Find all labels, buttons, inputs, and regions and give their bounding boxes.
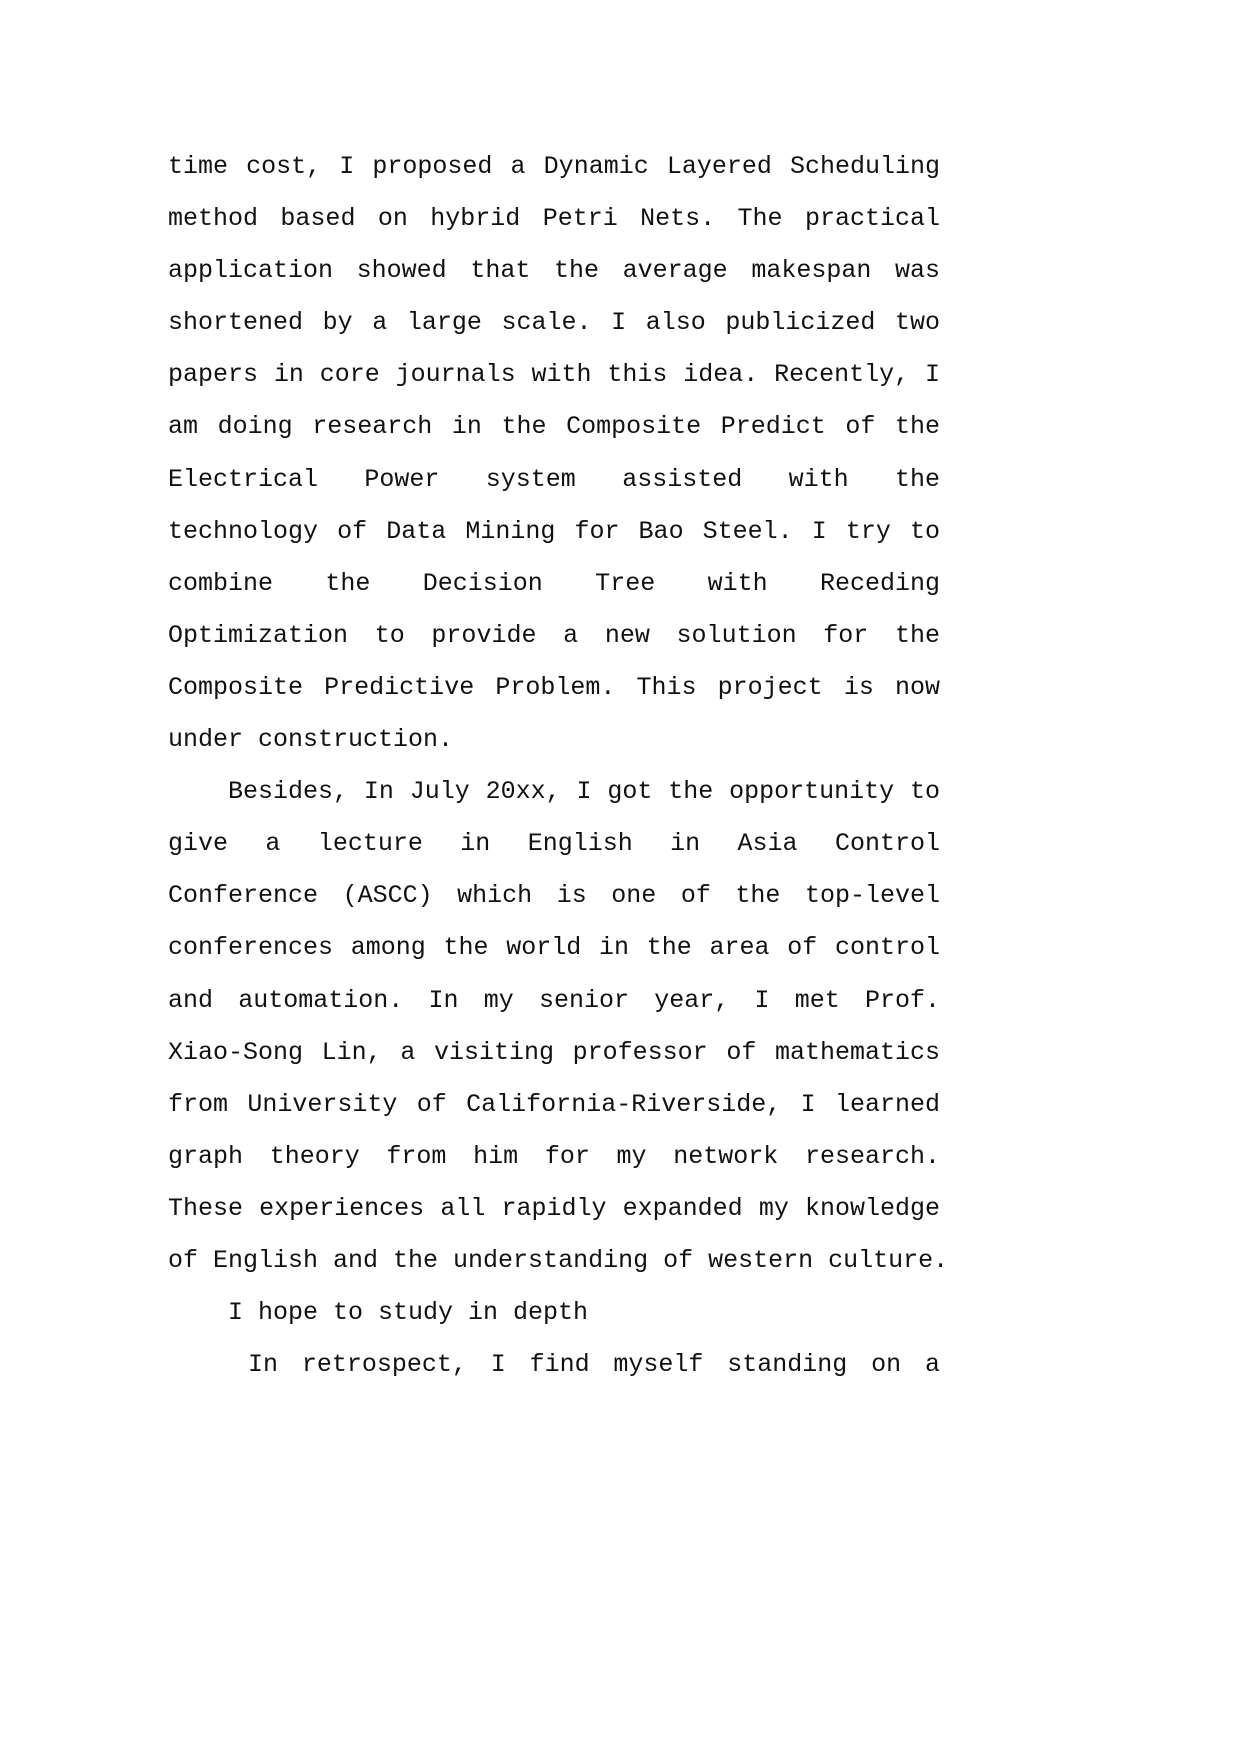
text-line: These experiences all rapidly expanded my knowledge	[168, 1193, 940, 1223]
text-line: under construction.	[168, 725, 454, 755]
text-line: conferences among the world in the area of control	[168, 933, 940, 963]
paragraph-start-line: I hope to study in depth	[228, 1298, 589, 1328]
text-line: time cost, I proposed a Dynamic Layered Scheduling	[168, 152, 940, 181]
text-line: am doing research in the Composite Predict of the	[168, 412, 940, 442]
text-line: and automation. In my senior year, I met Prof.	[168, 985, 940, 1015]
paragraph-start-line: Besides, In July 20xx, I got the opportunity to	[228, 777, 940, 807]
text-line: technology of Data Mining for Bao Steel. I try to	[168, 516, 940, 546]
text-line: Optimization to provide a new solution for the	[168, 620, 940, 650]
text-line: from University of California-Riverside, I learned	[168, 1089, 940, 1119]
text-line: papers in core journals with this idea. Recently, I	[168, 360, 940, 390]
text-line: Composite Predictive Problem. This project is now	[168, 672, 940, 702]
text-line: method based on hybrid Petri Nets. The practical	[168, 204, 940, 234]
text-line: Xiao-Song Lin, a visiting professor of mathematics	[168, 1037, 940, 1067]
text-line: give a lecture in English in Asia Control	[168, 829, 940, 859]
text-line: application showed that the average makespan was	[168, 256, 940, 286]
text-line: combine the Decision Tree with Receding	[168, 568, 940, 598]
text-line: of English and the understanding of western culture.	[168, 1245, 949, 1275]
paragraph-start-line: In retrospect, I find myself standing on a	[248, 1350, 940, 1380]
document-page	[168, 147, 949, 1397]
text-line: Conference (ASCC) which is one of the top-level	[168, 881, 940, 911]
text-line: Electrical Power system assisted with the	[168, 464, 940, 494]
text-line: graph theory from him for my network research.	[168, 1141, 940, 1171]
text-line: shortened by a large scale. I also publicized two	[168, 308, 940, 338]
